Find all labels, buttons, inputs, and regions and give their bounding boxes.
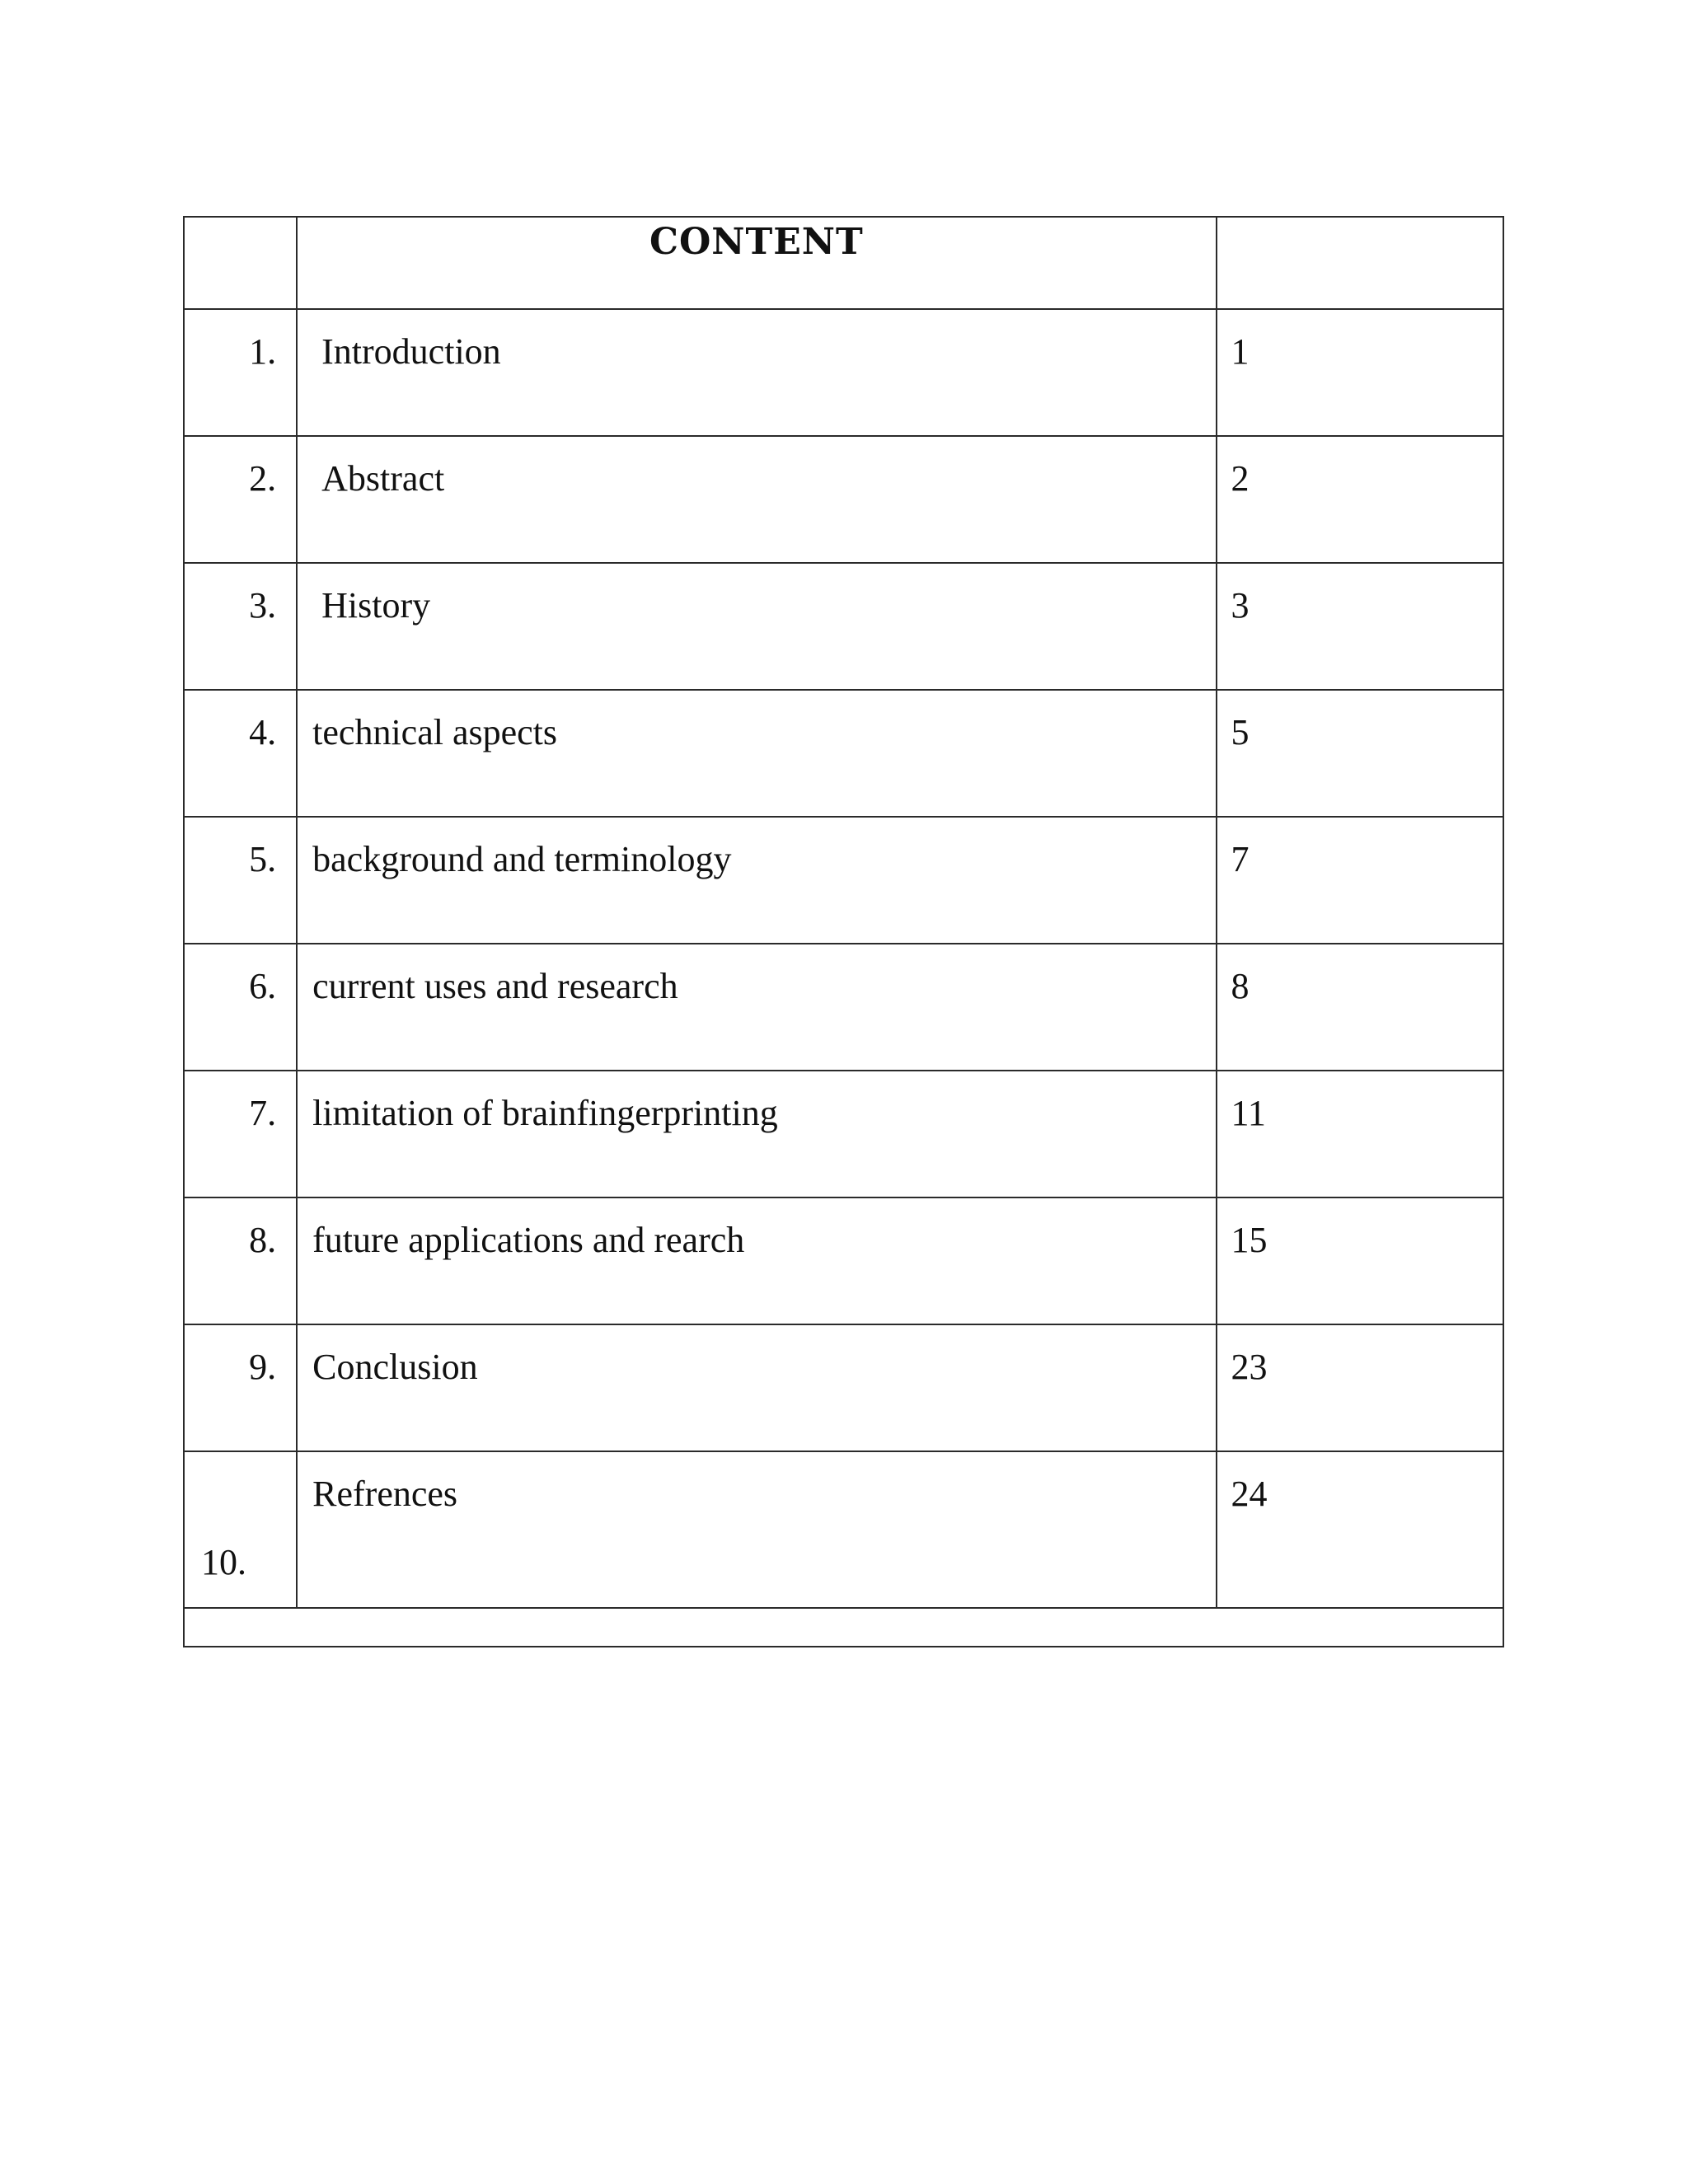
toc-header-row <box>184 217 1503 309</box>
toc-entry-title: Refrences <box>297 1451 1216 1608</box>
toc-entry-title: Introduction <box>297 309 1216 436</box>
toc-entry-number: 9. <box>184 1324 297 1451</box>
toc-entry-title: Abstract <box>297 436 1216 563</box>
toc-row <box>184 309 1503 436</box>
toc-entry-page: 24 <box>1217 1451 1503 1608</box>
toc-entry-title: future applications and rearch <box>297 1197 1216 1324</box>
toc-entry-title: limitation of brainfingerprinting <box>297 1071 1216 1197</box>
toc-entry-title: technical aspects <box>297 690 1216 817</box>
toc-entry-page: 23 <box>1217 1324 1503 1451</box>
toc-row <box>184 1197 1503 1324</box>
toc-empty-footer-cell <box>184 1608 1503 1647</box>
toc-entry-number: 10. <box>184 1451 297 1608</box>
toc-entry-page: 7 <box>1217 817 1503 944</box>
toc-row <box>184 690 1503 817</box>
toc-header-num-cell <box>184 217 297 309</box>
toc-entry-number: 5. <box>184 817 297 944</box>
toc-entry-page: 2 <box>1217 436 1503 563</box>
toc-empty-footer-row <box>184 1608 1503 1647</box>
toc-row <box>184 1451 1503 1608</box>
toc-entry-title: current uses and research <box>297 944 1216 1071</box>
toc-row <box>184 436 1503 563</box>
toc-entry-number: 4. <box>184 690 297 817</box>
toc-entry-number: 1. <box>184 309 297 436</box>
toc-entry-page: 11 <box>1217 1071 1503 1197</box>
toc-row <box>184 944 1503 1071</box>
toc-entry-page: 1 <box>1217 309 1503 436</box>
toc-row <box>184 1324 1503 1451</box>
toc-entry-number: 2. <box>184 436 297 563</box>
toc-header-page-cell <box>1217 217 1503 309</box>
toc-entry-page: 15 <box>1217 1197 1503 1324</box>
toc-row <box>184 1071 1503 1197</box>
toc-entry-number: 8. <box>184 1197 297 1324</box>
toc-entry-number: 3. <box>184 563 297 690</box>
toc-heading: CONTENT <box>297 217 1216 309</box>
toc-entry-number: 6. <box>184 944 297 1071</box>
toc-entry-title: Conclusion <box>297 1324 1216 1451</box>
toc-entry-title: History <box>297 563 1216 690</box>
toc-row <box>184 563 1503 690</box>
toc-entry-number: 7. <box>184 1071 297 1197</box>
table-of-contents <box>183 216 1504 1647</box>
toc-entry-page: 8 <box>1217 944 1503 1071</box>
toc-entry-title: background and terminology <box>297 817 1216 944</box>
toc-row <box>184 817 1503 944</box>
toc-entry-page: 3 <box>1217 563 1503 690</box>
toc-entry-page: 5 <box>1217 690 1503 817</box>
